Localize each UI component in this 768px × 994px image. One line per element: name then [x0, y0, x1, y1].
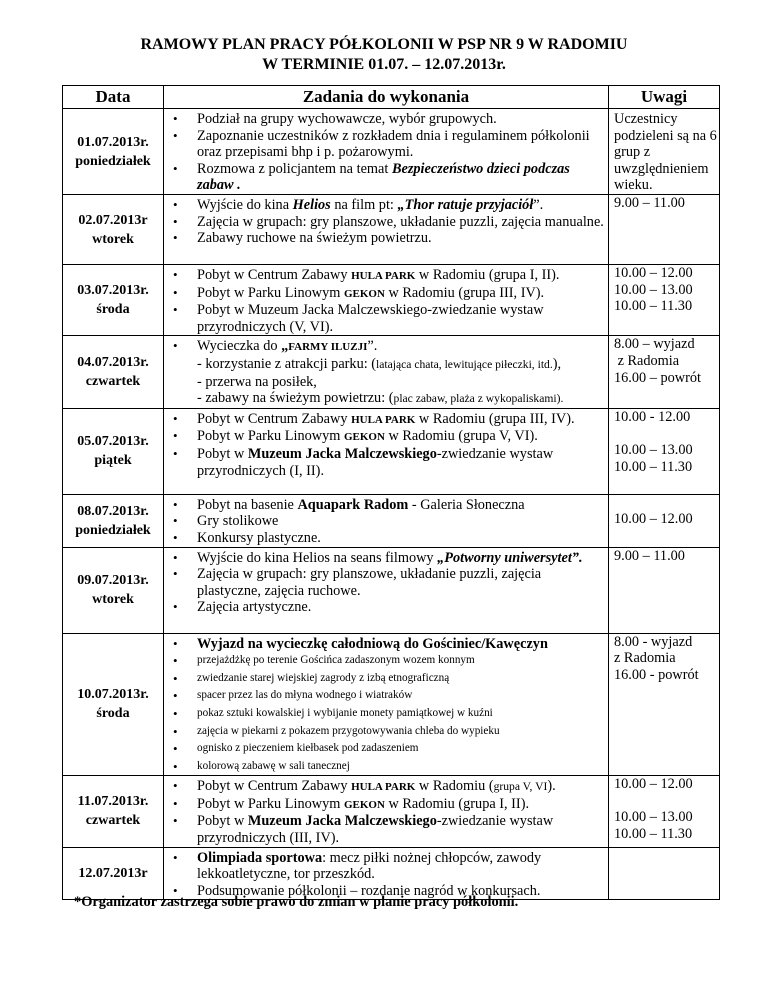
tasks-cell [164, 408, 609, 494]
tasks-cell [164, 633, 609, 776]
list-item: • Zajęcia w grupach: gry planszowe, układanie puzzli, zajęcia plastyczne, zajęcia ruchowe. [197, 566, 604, 599]
date-cell: 05.07.2013r. piątek [63, 408, 164, 494]
table-row [63, 265, 720, 336]
list-item: • Pobyt w Parku Linowym GEKON w Radomiu (grupa I, II). [197, 796, 604, 814]
notes-cell: 9.00 – 11.00 [609, 195, 720, 265]
tasks-cell [164, 776, 609, 847]
list-item: • kolorową zabawę w sali tanecznej [197, 758, 604, 776]
list-item: • Pobyt w Centrum Zabawy HULA PARK w Radomiu (grupa III, IV). [197, 411, 604, 429]
date-cell: 02.07.2013r wtorek [63, 195, 164, 265]
document-title-line-1: RAMOWY PLAN PRACY PÓŁKOLONII W PSP NR 9 W RADOMIU [140, 36, 628, 53]
table-row [63, 776, 720, 847]
list-item: • Pobyt w Muzeum Jacka Malczewskiego-zwiedzanie wystaw przyrodniczych (III, IV). [197, 813, 604, 846]
notes-cell: 8.00 – wyjazd z Radomia 16.00 – powrót [609, 336, 720, 408]
date-cell: 12.07.2013r [63, 847, 164, 900]
notes-cell: 9.00 – 11.00 [609, 547, 720, 633]
table-row [63, 494, 720, 547]
tasks-cell [164, 847, 609, 900]
notes-cell: 10.00 – 12.00 10.00 – 13.00 10.00 – 11.30 [609, 265, 720, 336]
list-item: • Zabawy ruchowe na świeżym powietrzu. [197, 230, 604, 247]
list-item: • Konkursy plastyczne. [197, 530, 604, 547]
trip-details: - korzystanie z atrakcji parku: (latająca chata, lewitujące piłeczki, itd.), - przerwa na posiłek, - zabawy na świeżym powietrzu: (plac zabaw, plaża z wykopaliskami). [197, 355, 564, 407]
notes-cell: 10.00 - 12.00 10.00 – 13.00 10.00 – 11.30 [609, 408, 720, 494]
date-cell: 01.07.2013r. poniedziałek [63, 109, 164, 195]
table-row [63, 109, 720, 195]
list-item: • Zapoznanie uczestników z rozkładem dnia i regulaminem półkolonii oraz przepisami bhp i p. pożarowymi. [197, 128, 604, 161]
document-title-line-2: W TERMINIE 01.07. – 12.07.2013r. [262, 56, 506, 73]
header-date: Data [63, 86, 164, 109]
notes-cell: Uczestnicy podzieleni są na 6 grup z uwzględnieniem wieku. [609, 109, 720, 195]
date-cell: 03.07.2013r. środa [63, 265, 164, 336]
list-item: • Wyjście do kina Helios na seans filmowy „Potworny uniwersytet”. [197, 550, 604, 567]
date-cell: 04.07.2013r. czwartek [63, 336, 164, 408]
list-item: • zwiedzanie starej wiejskiej zagrody z izbą etnograficzną [197, 670, 604, 688]
header-notes: Uwagi [609, 86, 720, 109]
footnote: *Organizator zastrzega sobie prawo do zmian w planie pracy półkolonii. [74, 894, 519, 910]
tasks-cell [164, 494, 609, 547]
list-item: • przejażdżkę po terenie Gościńca zadaszonym wozem konnym [197, 652, 604, 670]
date-cell: 11.07.2013r. czwartek [63, 776, 164, 847]
table-row [63, 195, 720, 265]
list-item: • Pobyt w Muzeum Jacka Malczewskiego-zwiedzanie wystaw przyrodniczych (V, VI). [197, 302, 604, 335]
notes-cell [609, 847, 720, 900]
list-item: • Wycieczka do „FARMY ILUZJI”. [197, 338, 604, 356]
notes-cell: 10.00 – 12.00 10.00 – 13.00 10.00 – 11.30 [609, 776, 720, 847]
tasks-cell [164, 195, 609, 265]
list-item: • zajęcia w piekarni z pokazem przygotowywania chleba do wypieku [197, 723, 604, 741]
list-item: • pokaz sztuki kowalskiej i wybijanie monety pamiątkowej w kuźni [197, 705, 604, 723]
notes-cell: 10.00 – 12.00 [609, 494, 720, 547]
list-item: • ognisko z pieczeniem kiełbasek pod zadaszeniem [197, 740, 604, 758]
list-item: • Pobyt w Muzeum Jacka Malczewskiego-zwiedzanie wystaw przyrodniczych (I, II). [197, 446, 604, 479]
table-header-row [63, 86, 720, 109]
tasks-cell [164, 265, 609, 336]
date-cell: 09.07.2013r. wtorek [63, 547, 164, 633]
table-row [63, 847, 720, 900]
table-row [63, 547, 720, 633]
date-cell: 10.07.2013r. środa [63, 633, 164, 776]
list-item: • Wyjście do kina Helios na film pt: „Thor ratuje przyjaciół”. [197, 197, 604, 214]
list-item: • Pobyt w Centrum Zabawy HULA PARK w Radomiu (grupa V, VI). [197, 778, 604, 796]
list-item: • Rozmowa z policjantem na temat Bezpieczeństwo dzieci podczas zabaw . [197, 161, 604, 194]
list-item: • Zajęcia w grupach: gry planszowe, układanie puzzli, zajęcia manualne. [197, 214, 604, 231]
list-item: • Wyjazd na wycieczkę całodniową do Gościniec/Kawęczyn [197, 636, 604, 653]
list-item: • Pobyt na basenie Aquapark Radom - Galeria Słoneczna [197, 497, 604, 514]
schedule-table [62, 85, 720, 900]
list-item: • Pobyt w Parku Linowym GEKON w Radomiu (grupa V, VI). [197, 428, 604, 446]
list-item: • Pobyt w Parku Linowym GEKON w Radomiu (grupa III, IV). [197, 285, 604, 303]
tasks-cell [164, 336, 609, 408]
tasks-cell [164, 547, 609, 633]
list-item: • spacer przez las do młyna wodnego i wiatraków [197, 687, 604, 705]
list-item: • Podsumowanie półkolonii – rozdanie nagród w konkursach. [197, 883, 604, 900]
list-item: • Zajęcia artystyczne. [197, 599, 604, 616]
header-tasks: Zadania do wykonania [164, 86, 609, 109]
tasks-cell [164, 109, 609, 195]
date-cell: 08.07.2013r. poniedziałek [63, 494, 164, 547]
notes-cell: 8.00 - wyjazd z Radomia 16.00 - powrót [609, 633, 720, 776]
table-row [63, 633, 720, 776]
list-item: • Podział na grupy wychowawcze, wybór grupowych. [197, 111, 604, 128]
table-row [63, 336, 720, 408]
list-item: • Gry stolikowe [197, 513, 604, 530]
list-item: • Pobyt w Centrum Zabawy HULA PARK w Radomiu (grupa I, II). [197, 267, 604, 285]
table-row [63, 408, 720, 494]
list-item: • Olimpiada sportowa: mecz piłki nożnej chłopców, zawody lekkoatletyczne, tor przeszkód. [197, 850, 604, 883]
